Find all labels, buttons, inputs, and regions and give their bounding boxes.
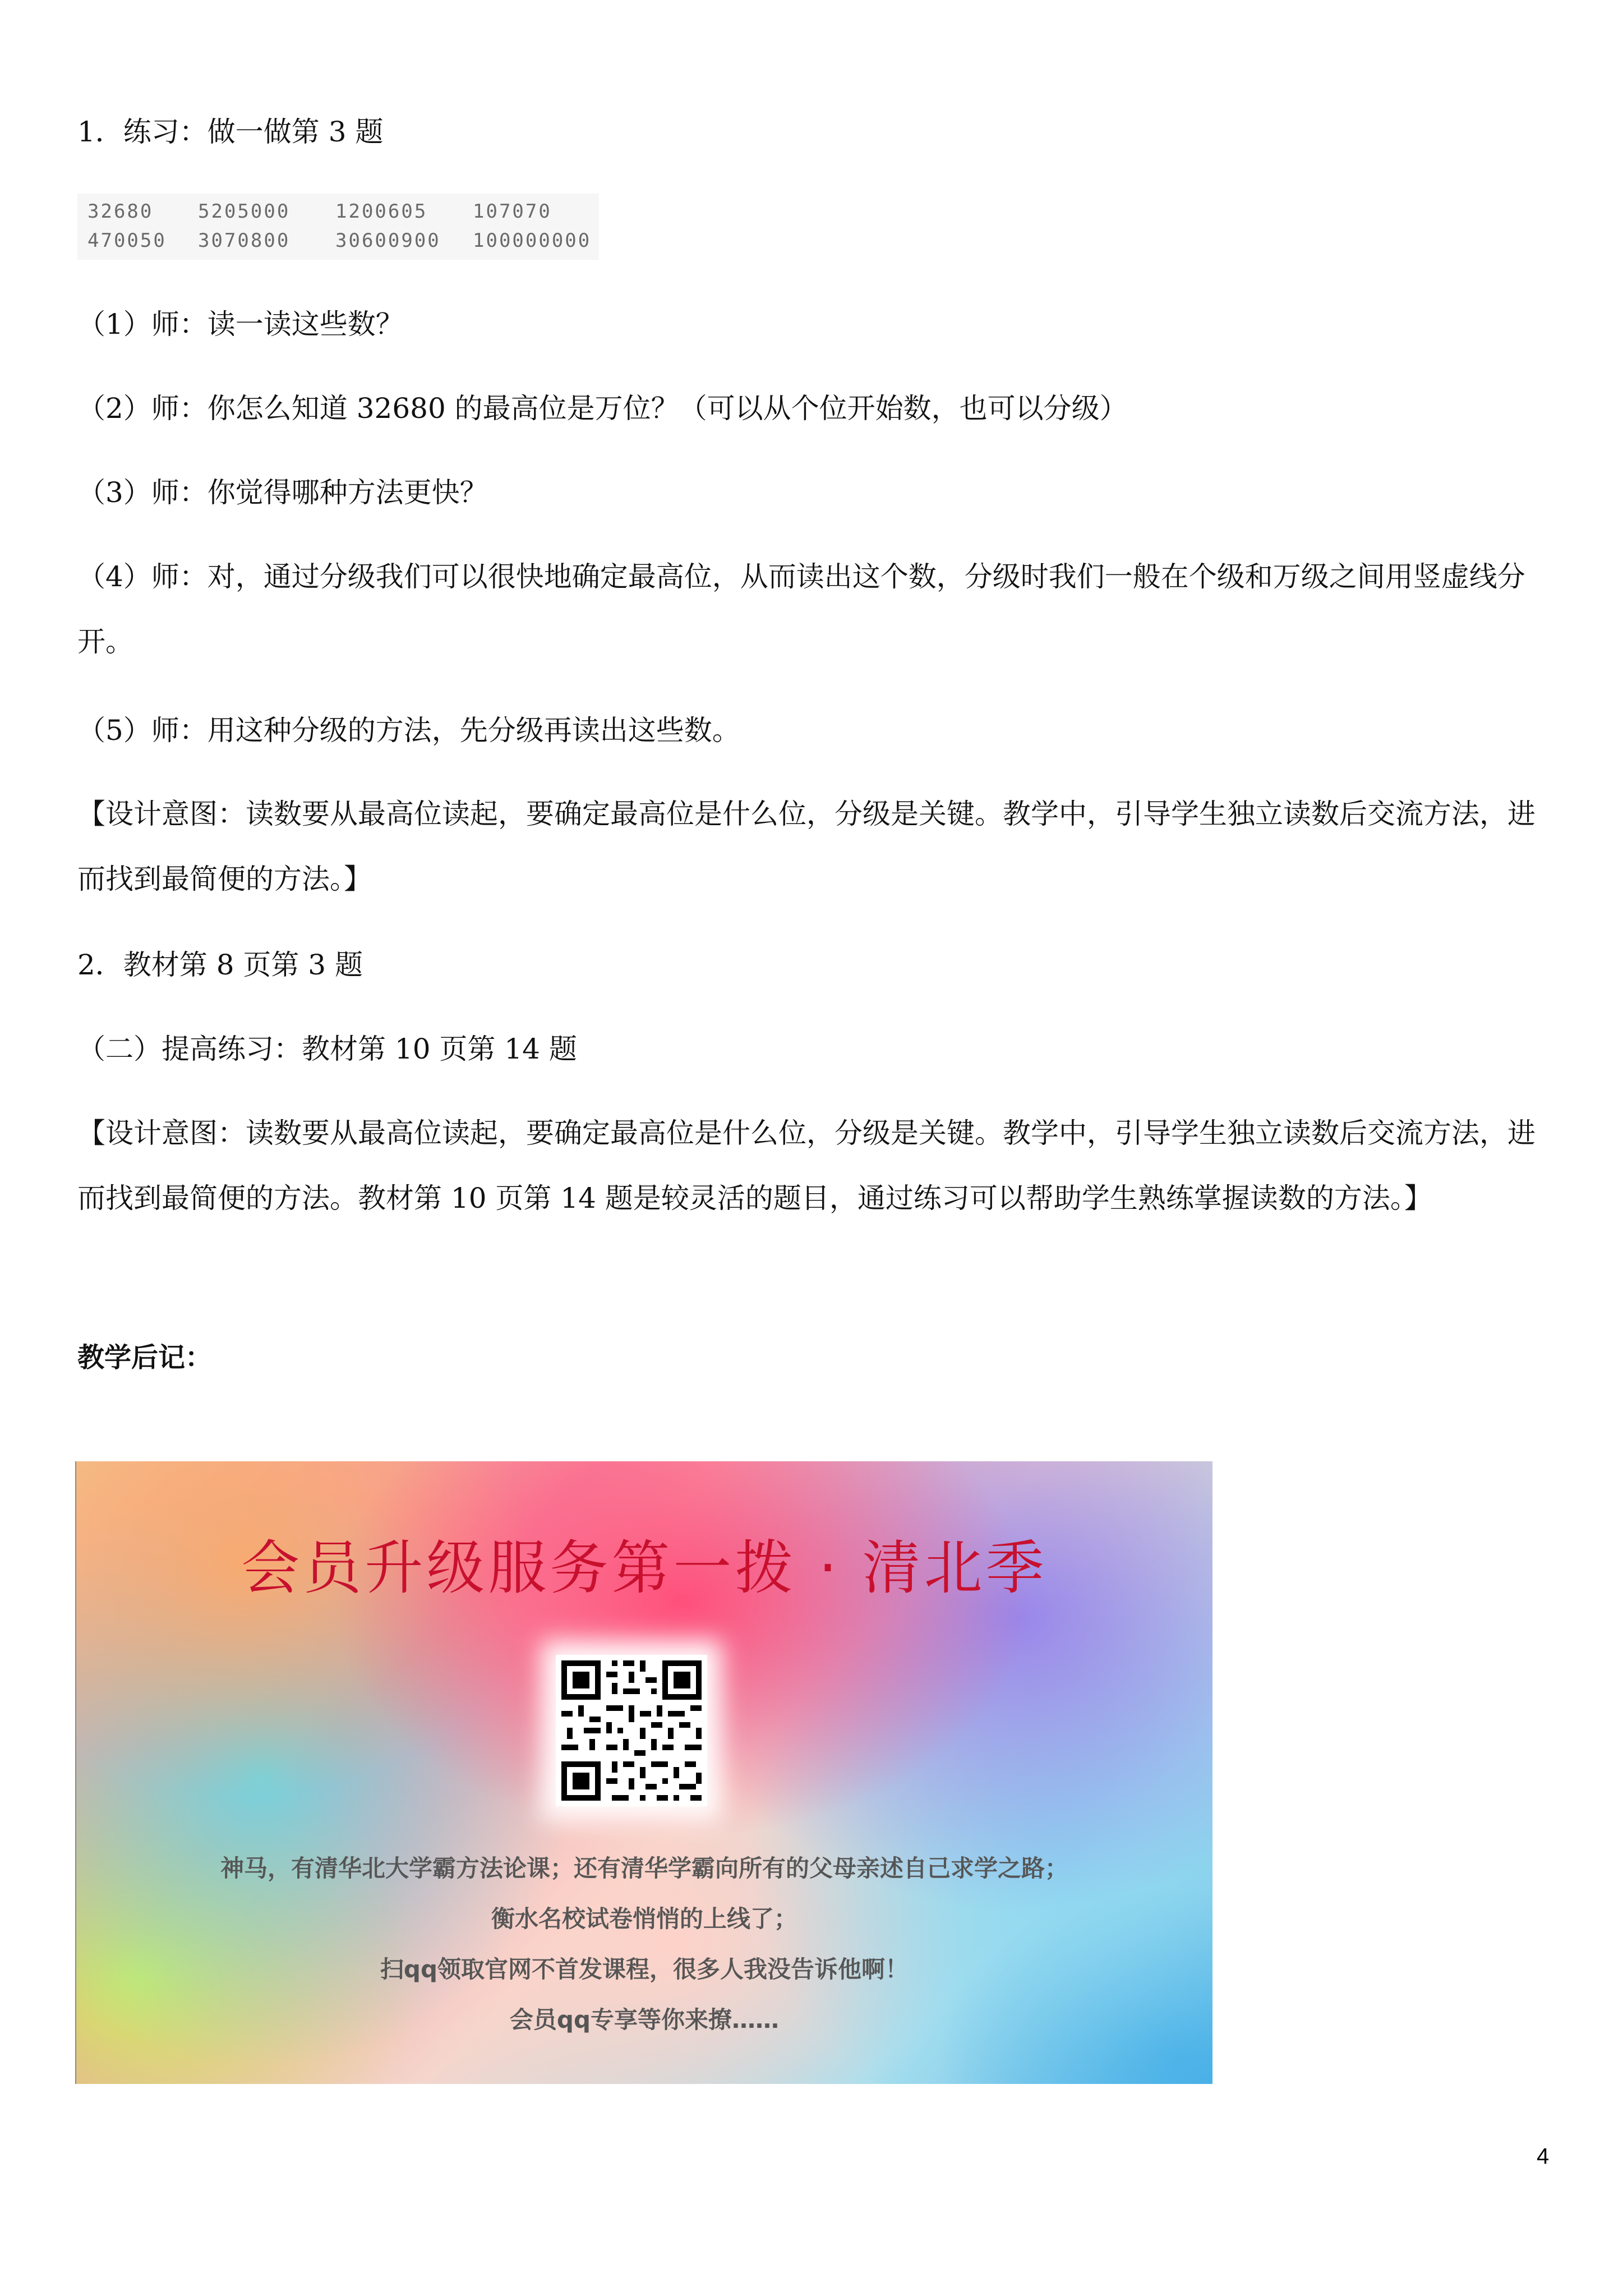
number-cell: 3070800 (198, 229, 291, 252)
question-2: （2）师：你怎么知道 32680 的最高位是万位？（可以从个位开始数，也可以分级） (77, 392, 1128, 425)
exercise-heading: 1．练习：做一做第 3 题 (77, 116, 384, 148)
number-cell: 100000000 (473, 229, 592, 252)
qr-code-graphic (556, 1655, 707, 1806)
promo-banner[interactable] (75, 1461, 1212, 2084)
question-5: （5）师：用这种分级的方法，先分级再读出这些数。 (77, 714, 740, 747)
question-4: （4）师：对，通过分级我们可以很快地确定最高位，从而读出这个数，分级时我们一般在个级和万级之间用竖虚线分开。 (77, 560, 1525, 658)
number-cell: 1200605 (335, 200, 428, 223)
design-intent-2: 【设计意图：读数要从最高位读起，要确定最高位是什么位，分级是关键。教学中，引导学生独立读数后交流方法，进而找到最简便的方法。教材第 10 页第 14 题是较灵活的题目，通过练习可以帮助学生熟练掌握读数的方法。】 (77, 1117, 1536, 1214)
banner-title: 会员升级服务第一拨 · 清北季 (241, 1534, 1048, 1602)
postscript-label: 教学后记： (77, 1342, 213, 1373)
advanced-exercise: （二）提高练习：教材第 10 页第 14 题 (77, 1033, 577, 1065)
qr-code-icon[interactable] (556, 1655, 707, 1806)
number-cell: 470050 (87, 229, 167, 252)
banner-line: 扫qq领取官网不首发课程，很多人我没告诉他啊！ (380, 1955, 909, 1983)
page-number: 4 (1537, 2144, 1550, 2169)
banner-line: 会员qq专享等你来撩…… (509, 2006, 780, 2033)
number-cell: 32680 (87, 200, 154, 223)
question-1: （1）师：读一读这些数？ (77, 308, 404, 341)
question-3: （3）师：你觉得哪种方法更快？ (77, 476, 488, 509)
number-cell: 107070 (473, 200, 552, 223)
design-intent-1: 【设计意图：读数要从最高位读起，要确定最高位是什么位，分级是关键。教学中，引导学生独立读数后交流方法，进而找到最简便的方法。】 (77, 798, 1536, 895)
number-cell: 5205000 (198, 200, 291, 223)
number-cell: 30600900 (335, 229, 441, 252)
exercise-2: 2．教材第 8 页第 3 题 (77, 949, 363, 981)
banner-line: 神马，有清华北大学霸方法论课；还有清华学霸向所有的父母亲述自己求学之路； (220, 1855, 1068, 1882)
number-grid-image (77, 194, 599, 260)
banner-line: 衡水名校试卷悄悄的上线了； (491, 1905, 797, 1932)
